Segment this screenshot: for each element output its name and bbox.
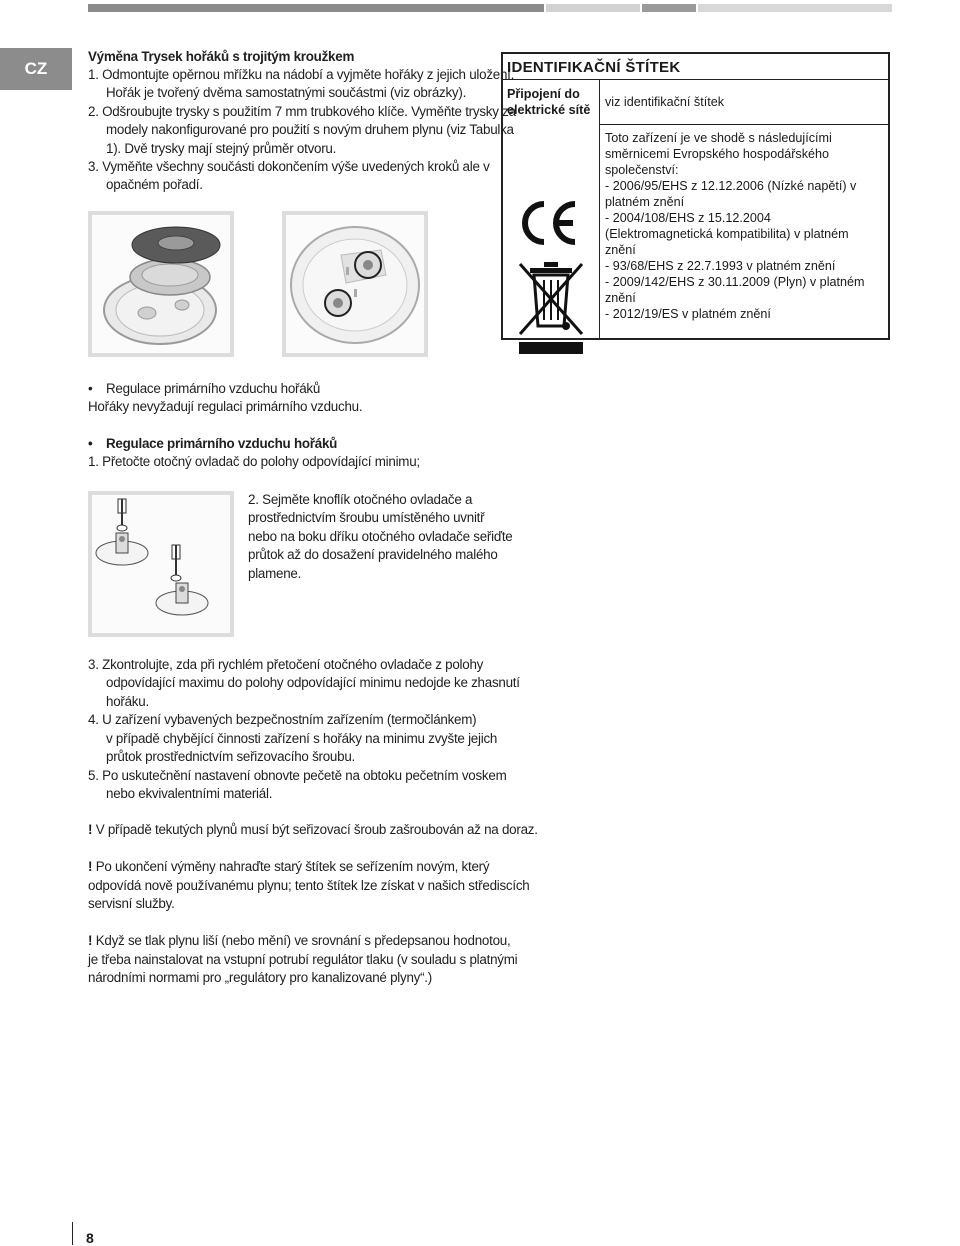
compliance-line: znění (605, 243, 636, 257)
note-3-line: je třeba nainstalovat na vstupní potrubí regulátor tlaku (v souladu s platnými (88, 951, 518, 967)
note-2-line: servisní služby. (88, 896, 175, 911)
nozzle-line-6: 3. Vyměňte všechny součásti dokončením výše uvedených kroků ale v (88, 159, 490, 174)
nozzle-line-3: 2. Odšroubujte trysky s použitím 7 mm trubkového klíče. Vyměňte trysky za (88, 104, 516, 119)
header-bar-light-2 (698, 4, 892, 12)
weee-bin-icon (516, 260, 586, 356)
air-section-2-step1: 1. Přetočte otočný ovladač do polohy odpovídající minimu; (88, 454, 420, 469)
compliance-text (605, 130, 865, 322)
compliance-line: Toto zařízení je ve shodě s následujícími (605, 131, 832, 145)
header-bar-dark (88, 4, 544, 12)
note-1 (88, 821, 538, 840)
compliance-line: (Elektromagnetická kompatibilita) v platném (605, 227, 849, 241)
step5-line: 5. Po uskutečnění nastavení obnovte pečetě na obtoku pečetním voskem (88, 768, 507, 783)
step3-line: 3. Zkontrolujte, zda při rychlém přetočení otočného ovladače z polohy (88, 657, 484, 672)
note-3-line: národními normami pro „regulátory pro kanalizované plyny“.) (88, 970, 432, 985)
compliance-line: platném znění (605, 195, 685, 209)
compliance-line: společenství: (605, 163, 679, 177)
footer-divider (72, 1222, 73, 1245)
header-bar-mid (642, 4, 696, 12)
step2-line: prostřednictvím šroubu umístěného uvnitř (248, 510, 485, 525)
page-number: 8 (86, 1230, 94, 1246)
step5-line: nebo ekvivalentními materiál. (106, 786, 273, 801)
compliance-line: - 2009/142/EHS z 30.11.2009 (Plyn) v platném (605, 275, 865, 289)
step3-line: odpovídající maximu do polohy odpovídající minimu nedojde ke zhasnutí (106, 675, 520, 690)
air-bullet-1: • (88, 381, 93, 396)
nozzle-line-7: opačném pořadí. (106, 177, 203, 192)
nozzle-line-4: modely nakonfigurované pro použití s novým druhem plynu (viz Tabulka (106, 122, 514, 137)
step4-line: průtok prostřednictvím seřizovacího šroubu. (106, 749, 355, 764)
nozzle-line-5: 1). Dvě trysky mají stejný průměr otvoru. (106, 141, 337, 156)
step2-line: průtok až do dosažení pravidelného malého (248, 547, 498, 562)
note-2-line: Po ukončení výměny nahraďte starý štítek se seřízením novým, který (95, 859, 490, 874)
nozzle-section-title: Výměna Trysek hořáků s trojitým kroužkem (88, 49, 355, 64)
compliance-line: - 2006/95/EHS z 12.12.2006 (Nízké napětí) v (605, 179, 857, 193)
note-2-line: odpovídá nově používanému plynu; tento štítek lze získat v našich střediscích (88, 877, 530, 893)
id-plate-title: IDENTIFIKAČNÍ ŠTÍTEK (503, 54, 888, 80)
step3-line: hořáku. (106, 694, 149, 709)
warning-mark-icon: ! (88, 859, 93, 874)
warning-mark-icon: ! (88, 822, 93, 837)
burner-exploded-illustration (92, 215, 230, 353)
burner-nozzle-illustration (286, 215, 424, 353)
compliance-line: znění (605, 291, 636, 305)
air-bullet-2: • (88, 436, 93, 451)
ce-mark-icon (517, 198, 583, 248)
compliance-line: - 2004/108/EHS z 15.12.2004 (605, 211, 771, 225)
compliance-line: - 93/68/EHS z 22.7.1993 v platném znění (605, 259, 836, 273)
air-section-1-title: Regulace primárního vzduchu hořáků (106, 381, 321, 396)
air-section-2-title: Regulace primárního vzduchu hořáků (106, 436, 338, 451)
nozzle-line-2: Hořák je tvořený dvěma samostatnými součástmi (viz obrázky). (106, 85, 467, 100)
id-plate-connection-cell (599, 80, 888, 125)
burner-exploded-figure (88, 211, 234, 357)
note-3 (88, 932, 517, 988)
step4-line: 4. U zařízení vybavených bezpečnostním zařízením (termočlánkem) (88, 712, 477, 727)
warning-mark-icon: ! (88, 933, 93, 948)
burner-nozzle-figure (282, 211, 428, 357)
identification-plate (501, 52, 890, 340)
air-section-1-text: Hořáky nevyžadují regulaci primárního vzduchu. (88, 399, 363, 414)
header-bar-light (546, 4, 640, 12)
knob-screwdriver-illustration (92, 495, 230, 633)
note-2 (88, 858, 530, 914)
connection-label-1: Připojení do (507, 87, 580, 101)
step2-line: 2. Sejměte knoflík otočného ovladače a (248, 492, 473, 507)
note-3-line: Když se tlak plynu liší (nebo mění) ve srovnání s předepsanou hodnotou, (95, 933, 511, 948)
nozzle-line-1: 1. Odmontujte opěrnou mřížku na nádobí a vyjměte hořáky z jejich uložení. (88, 67, 515, 82)
knob-adjustment-figure (88, 491, 234, 637)
step4-line: v případě chybějící činnosti zařízení s hořáky na minimu zvyšte jejich (106, 731, 498, 746)
language-tab: CZ (0, 48, 72, 90)
step2-line: nebo na boku dříku otočného ovladače seřiďte (248, 529, 513, 544)
compliance-line: směrnicemi Evropského hospodářského (605, 147, 830, 161)
id-plate-left-column (503, 80, 600, 338)
step2-line: plamene. (248, 566, 302, 581)
connection-label-2: elektrické sítě (507, 103, 591, 117)
compliance-line: - 2012/19/ES v platném znění (605, 307, 771, 321)
connection-value: viz identifikační štítek (605, 95, 724, 109)
note-1-line: V případě tekutých plynů musí být seřizovací šroub zašroubován až na doraz. (95, 822, 538, 837)
